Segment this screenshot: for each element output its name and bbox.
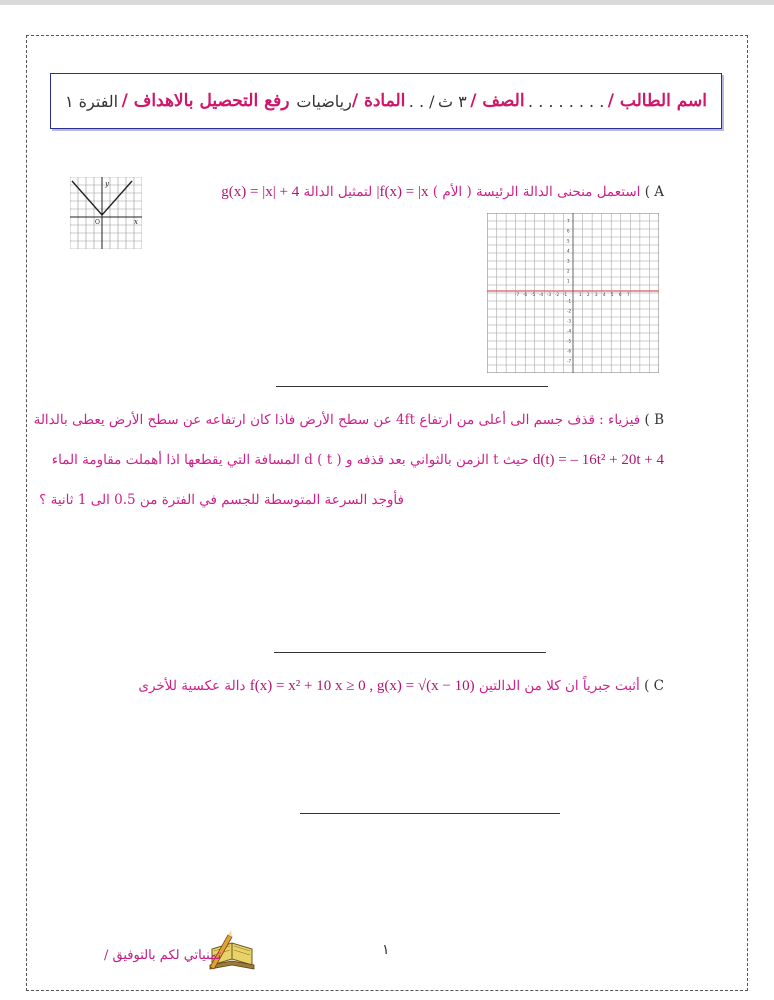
y-tick-label: 6 [567, 228, 570, 234]
question-c [138, 678, 664, 695]
question-c-text1: أثبت جبرياً ان كلا من الدالتين [478, 678, 640, 694]
question-b-text1: فيزياء : قذف جسم الى أعلى من ارتفاع 4ft عن سطح الأرض فاذا كان ارتفاعه عن سطح الأرض يعطى بالدالة [33, 412, 641, 428]
x-tick-label: -2 [555, 292, 559, 297]
parent-function: f(x) = |x| [376, 184, 429, 200]
question-a-text: استعمل منحنى الدالة الرئيسة ( الأم ) [432, 184, 641, 200]
x-tick-label: -4 [539, 292, 543, 297]
y-tick-label: -6 [567, 348, 571, 354]
question-a-letter: A ) [644, 184, 664, 200]
absolute-value-sample-graph [70, 177, 142, 249]
x-tick-label: 3 [595, 292, 598, 297]
small-graph-origin-label: O [95, 219, 100, 226]
x-tick-label: -7 [515, 292, 519, 297]
goal-label: رفع التحصيل بالاهداف / [121, 91, 290, 111]
question-a [221, 184, 664, 201]
question-b-text3: فأوجد السرعة المتوسطة للجسم في الفترة من 0.5 الى 1 ثانية ؟ [39, 492, 404, 508]
x-tick-label: 6 [619, 292, 622, 297]
x-tick-label: 7 [627, 292, 630, 297]
y-tick-label: -2 [567, 308, 571, 314]
y-tick-label: 2 [567, 268, 570, 274]
question-b-line2 [52, 452, 664, 469]
small-graph-y-label: y [105, 180, 109, 188]
y-tick-label: 5 [567, 238, 570, 244]
subject-label: المادة / [351, 91, 406, 111]
page-number: ١ [382, 942, 390, 958]
x-tick-label: 2 [587, 292, 590, 297]
question-c-text2: دالة عكسية للأخرى [138, 678, 246, 694]
answer-line-b [274, 652, 546, 653]
student-name-dots: . . . . . . . . [528, 91, 605, 111]
subject-value: رياضيات [296, 91, 352, 111]
footer-wish: تمنياتي لكم بالتوفيق / [104, 948, 222, 963]
small-graph-x-label: x [134, 218, 138, 226]
question-b-line3 [39, 492, 404, 508]
y-tick-label: 3 [567, 258, 570, 264]
inverse-functions: f(x) = x² + 10 x ≥ 0 , g(x) = √(x − 10) [249, 678, 475, 694]
x-tick-label: -6 [523, 292, 527, 297]
answer-line-c [300, 813, 560, 814]
header-box [50, 73, 722, 129]
answer-line-a [276, 386, 548, 387]
y-tick-label: -7 [567, 358, 571, 364]
student-name-label: اسم الطالب / [607, 91, 707, 111]
coordinate-grid [487, 213, 659, 373]
x-tick-label: 1 [579, 292, 582, 297]
target-function: g(x) = |x| + 4 [221, 184, 300, 200]
y-tick-label: -1 [567, 298, 571, 304]
grade-value: ٣ ث [437, 91, 467, 111]
y-tick-label: -5 [567, 338, 571, 344]
y-tick-label: 7 [567, 218, 570, 224]
grade-label: الصف / [470, 91, 525, 111]
grade-dots: / . . [408, 91, 435, 111]
question-b-letter: B ) [644, 412, 664, 428]
y-tick-label: -3 [567, 318, 571, 324]
top-bar [0, 0, 774, 5]
y-tick-label: -4 [567, 328, 571, 334]
x-tick-label: 5 [611, 292, 614, 297]
y-tick-label: 4 [567, 248, 570, 254]
x-tick-label: 4 [603, 292, 606, 297]
question-c-letter: C ) [644, 678, 664, 694]
y-tick-label: 1 [567, 278, 570, 284]
question-b-text2: حيث t الزمن بالثواني بعد قذفه و d ( t ) المسافة التي يقطعها اذا أهملت مقاومة الماء [51, 452, 529, 468]
height-function: d(t) = – 16t² + 20t + 4 [532, 452, 664, 468]
period-label: الفترة ١ [64, 91, 119, 111]
question-a-text2: لتمثيل الدالة [303, 184, 373, 200]
question-b-line1 [34, 412, 664, 428]
x-tick-label: -1 [563, 292, 567, 297]
x-tick-label: -3 [547, 292, 551, 297]
x-tick-label: -5 [531, 292, 535, 297]
